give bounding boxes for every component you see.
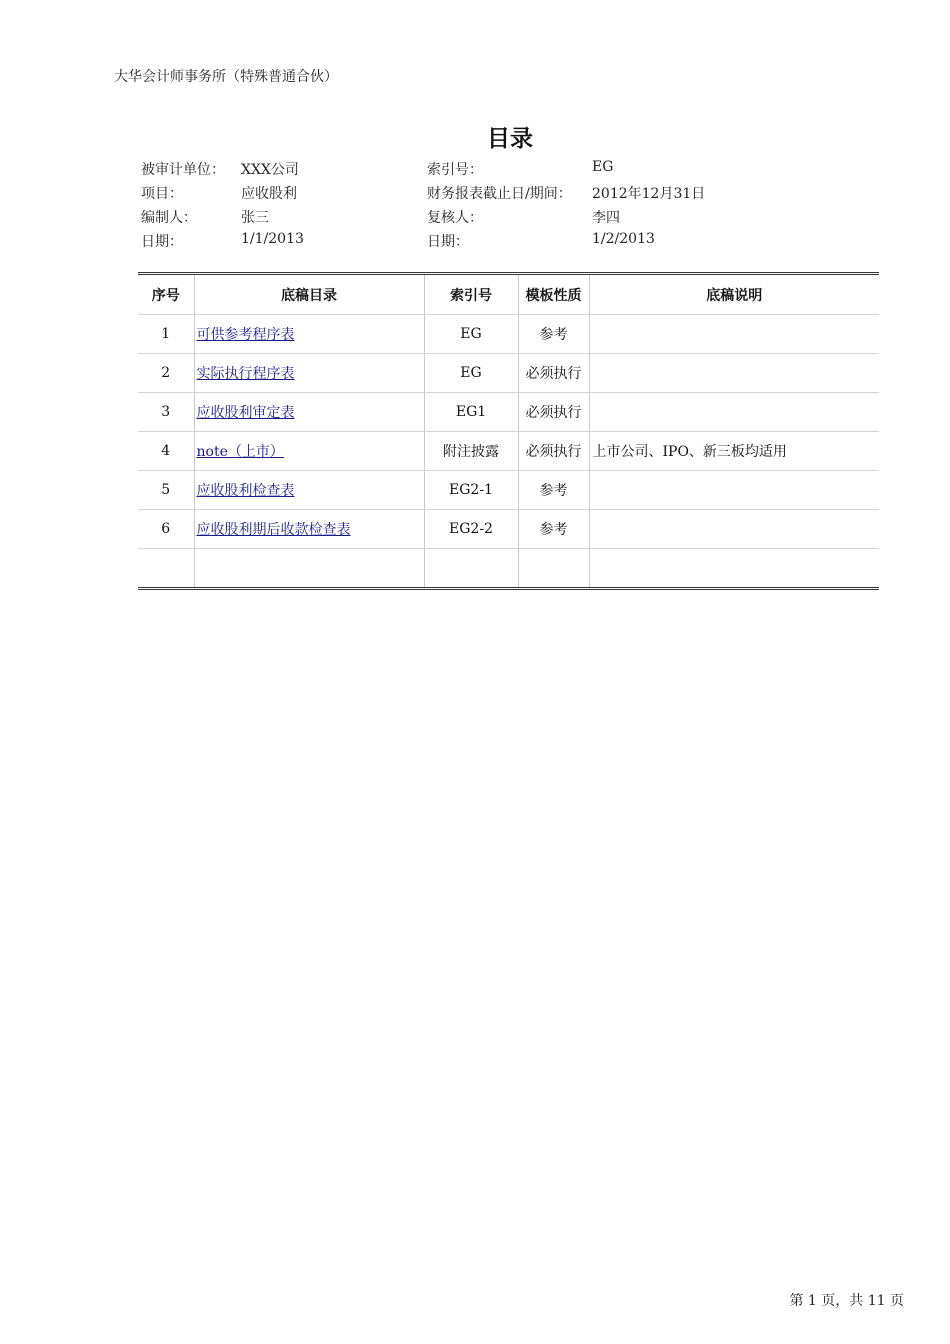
header-num: 序号 — [138, 274, 194, 315]
row-desc — [589, 315, 879, 354]
page-number: 第 1 页，共 11 页 — [789, 1293, 904, 1309]
row-desc: 上市公司、IPO、新三板均适用 — [589, 432, 879, 471]
row-desc — [589, 354, 879, 393]
workpaper-link[interactable]: 应收股利检查表 — [196, 483, 295, 499]
preparer-label: 编制人： — [141, 210, 197, 226]
workpaper-link-cell[interactable] — [194, 471, 424, 510]
reviewer-label: 复核人： — [427, 210, 483, 226]
workpaper-link[interactable]: 实际执行程序表 — [196, 366, 295, 382]
row-nature: 必须执行 — [518, 354, 589, 393]
workpaper-link-cell[interactable] — [194, 510, 424, 549]
workpaper-link[interactable]: 应收股利期后收款检查表 — [196, 522, 351, 538]
header-desc: 底稿说明 — [589, 274, 879, 315]
row-index — [424, 549, 518, 589]
table-row — [138, 393, 879, 432]
period-label: 财务报表截止日/期间： — [427, 186, 572, 202]
workpaper-link[interactable]: note（上市） — [196, 444, 284, 460]
workpaper-link-cell[interactable] — [194, 432, 424, 471]
index-table — [138, 272, 879, 590]
project-label: 项目： — [141, 186, 183, 202]
row-index: EG — [424, 354, 518, 393]
project-value: 应收股利 — [241, 186, 297, 202]
index-table-wrapper — [138, 272, 879, 590]
prep-date-value: 1/1/2013 — [241, 231, 304, 247]
row-index: EG2-1 — [424, 471, 518, 510]
workpaper-link-cell[interactable] — [194, 354, 424, 393]
index-label: 索引号： — [427, 162, 483, 178]
table-row — [138, 510, 879, 549]
client-label: 被审计单位： — [141, 162, 225, 178]
page-title: 目录 — [487, 126, 533, 152]
workpaper-link-cell[interactable] — [194, 393, 424, 432]
workpaper-link[interactable]: 应收股利审定表 — [196, 405, 295, 421]
header-index: 索引号 — [424, 274, 518, 315]
row-desc — [589, 510, 879, 549]
row-number — [138, 549, 194, 589]
row-nature: 必须执行 — [518, 393, 589, 432]
prep-date-label: 日期： — [141, 234, 183, 250]
row-index: EG — [424, 315, 518, 354]
review-date-value: 1/2/2013 — [592, 231, 655, 247]
workpaper-link[interactable]: 可供参考程序表 — [196, 327, 295, 343]
row-number: 6 — [138, 510, 194, 549]
table-row — [138, 432, 879, 471]
row-nature: 参考 — [518, 510, 589, 549]
row-number: 3 — [138, 393, 194, 432]
review-date-label: 日期： — [427, 234, 469, 250]
row-nature — [518, 549, 589, 589]
preparer-value: 张三 — [241, 210, 269, 226]
workpaper-link-cell — [194, 549, 424, 589]
client-value: XXX公司 — [241, 162, 299, 178]
row-number: 1 — [138, 315, 194, 354]
row-number: 4 — [138, 432, 194, 471]
period-value: 2012年12月31日 — [592, 186, 706, 202]
table-row — [138, 354, 879, 393]
header-nature: 模板性质 — [518, 274, 589, 315]
row-desc — [589, 393, 879, 432]
row-nature: 参考 — [518, 315, 589, 354]
table-row-empty — [138, 549, 879, 589]
row-index: EG2-2 — [424, 510, 518, 549]
row-number: 5 — [138, 471, 194, 510]
firm-name: 大华会计师事务所（特殊普通合伙） — [114, 69, 338, 85]
row-nature: 必须执行 — [518, 432, 589, 471]
table-header-row — [138, 274, 879, 315]
row-index: 附注披露 — [424, 432, 518, 471]
row-number: 2 — [138, 354, 194, 393]
table-row — [138, 471, 879, 510]
row-index: EG1 — [424, 393, 518, 432]
header-name: 底稿目录 — [194, 274, 424, 315]
row-nature: 参考 — [518, 471, 589, 510]
row-desc — [589, 471, 879, 510]
table-row — [138, 315, 879, 354]
row-desc — [589, 549, 879, 589]
index-value: EG — [592, 159, 614, 175]
workpaper-link-cell[interactable] — [194, 315, 424, 354]
reviewer-value: 李四 — [592, 210, 620, 226]
